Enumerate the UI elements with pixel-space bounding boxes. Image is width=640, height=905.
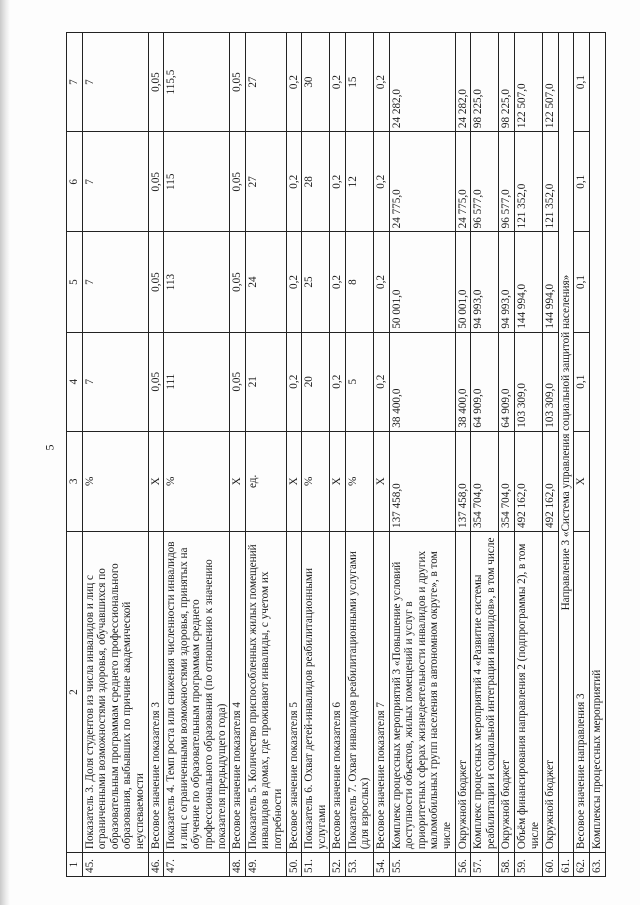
row-number: 49. (245, 853, 286, 877)
row-number: 59. (515, 853, 543, 877)
row-value: 98 225,0 (499, 33, 515, 132)
row-value: 0,2 (286, 33, 302, 132)
row-number: 52. (330, 853, 346, 877)
scan-edge-shadow (0, 0, 10, 905)
row-number: 63. (589, 853, 605, 877)
page-number: 5 (42, 444, 57, 451)
row-name: Показатель 5. Количество приспособленных жилых помещений инвалидов в домах, где проживают инвалиды, с учетом их потребности (245, 532, 286, 853)
row-number: 57. (471, 853, 499, 877)
row-value: 0,05 (230, 232, 246, 332)
row-value: 0,2 (286, 232, 302, 332)
row-value: 0,05 (148, 132, 164, 232)
row-number: 60. (543, 853, 559, 877)
row-value: 0,2 (330, 33, 346, 132)
row-number: 55. (389, 853, 455, 877)
table-row (245, 33, 286, 877)
header-cell: 1 (67, 853, 83, 877)
row-value: 115 (164, 132, 230, 232)
section-title: Направление 3 «Система управления социальной защитой населения» (558, 33, 574, 853)
row-number: 45. (82, 853, 148, 877)
row-value: 0,2 (286, 132, 302, 232)
table-row (374, 33, 390, 877)
row-value: 115,5 (164, 33, 230, 132)
row-name: Весовое значение показателя 5 (286, 532, 302, 853)
row-number: 58. (499, 853, 515, 877)
header-cell: 4 (67, 332, 83, 431)
row-value: 0,05 (148, 33, 164, 132)
row-unit: Х (148, 431, 164, 531)
row-name: Комплекс процессных мероприятий 4 «Развитие системы реабилитации и социальной интеграции инвалидов», в том числе (471, 532, 499, 853)
row-name: Весовое значение направления 3 (574, 532, 590, 853)
row-unit: 354 704,0 (499, 431, 515, 531)
row-unit: Х (230, 431, 246, 531)
row-value: 0,2 (374, 232, 390, 332)
row-value: 96 577,0 (499, 132, 515, 232)
row-value: 96 577,0 (471, 132, 499, 232)
table-row (230, 33, 246, 877)
row-name: Показатель 3. Доля студентов из числа инвалидов и лиц с ограниченными возможностями здоровья, обучавшихся по образовательным программам среднего профессионального образования, выбывших по причине академической неуспеваемости (82, 532, 148, 853)
row-value: 24 (245, 232, 286, 332)
row-number: 61. (558, 853, 574, 877)
table-row (302, 33, 330, 877)
table-row (389, 33, 455, 877)
row-value: 144 994,0 (515, 232, 543, 332)
header-cell: 2 (67, 532, 83, 853)
row-value: 103 309,0 (543, 332, 559, 431)
row-value: 38 400,0 (455, 332, 471, 431)
row-name: Весовое значение показателя 4 (230, 532, 246, 853)
row-value: 0,2 (374, 332, 390, 431)
row-value: 7 (82, 132, 148, 232)
row-unit: 137 458,0 (455, 431, 471, 531)
table-row (330, 33, 346, 877)
row-unit: % (302, 431, 330, 531)
row-value: 50 001,0 (389, 232, 455, 332)
row-number: 62. (574, 853, 590, 877)
row-value: 7 (82, 33, 148, 132)
row-value: 0,05 (148, 332, 164, 431)
row-value: 111 (164, 332, 230, 431)
row-value: 0,2 (330, 232, 346, 332)
row-value: 0,05 (148, 232, 164, 332)
row-number: 50. (286, 853, 302, 877)
row-value: 144 994,0 (543, 232, 559, 332)
row-value: 38 400,0 (389, 332, 455, 431)
row-value: 64 909,0 (471, 332, 499, 431)
row-value: 0,1 (574, 33, 590, 132)
row-value: 8 (345, 232, 373, 332)
section-row (558, 33, 574, 877)
row-value: 7 (82, 232, 148, 332)
row-value: 25 (302, 232, 330, 332)
row-value: 0,05 (230, 33, 246, 132)
row-value: 0,2 (374, 132, 390, 232)
header-cell: 6 (67, 132, 83, 232)
row-value: 0,1 (574, 132, 590, 232)
row-value: 12 (345, 132, 373, 232)
row-number: 54. (374, 853, 390, 877)
row-value: 94 993,0 (499, 232, 515, 332)
row-value: 21 (245, 332, 286, 431)
row-value: 113 (164, 232, 230, 332)
row-value: 0,2 (374, 33, 390, 132)
row-number: 48. (230, 853, 246, 877)
header-cell: 3 (67, 431, 83, 531)
row-unit: Х (286, 431, 302, 531)
row-value: 24 282,0 (389, 33, 455, 132)
row-unit: 354 704,0 (471, 431, 499, 531)
row-value: 0,2 (330, 132, 346, 232)
row-value: 20 (302, 332, 330, 431)
row-name: Показатель 4. Темп роста или снижения численности инвалидов и лиц с ограниченными возможностями здоровья, принятых на обучение по образовательным программам среднего профессионального образования (по отношению к значению показателя предыдущего года) (164, 532, 230, 853)
row-value: 24 775,0 (389, 132, 455, 232)
row-unit: Х (330, 431, 346, 531)
row-name: Показатель 6. Охват детей-инвалидов реабилитационными услугами (302, 532, 330, 853)
row-name: Окружной бюджет (499, 532, 515, 853)
row-unit: 492 162,0 (515, 431, 543, 531)
row-name: Весовое значение показателя 6 (330, 532, 346, 853)
row-value: 0,1 (574, 232, 590, 332)
row-value: 0,1 (574, 332, 590, 431)
row-value: 64 909,0 (499, 332, 515, 431)
row-value: 0,2 (330, 332, 346, 431)
row-value: 5 (345, 332, 373, 431)
table-header-row (67, 33, 83, 877)
row-name: Окружной бюджет (455, 532, 471, 853)
table-row (515, 33, 543, 877)
table-row (471, 33, 499, 877)
row-value: 0,05 (230, 132, 246, 232)
row-name: Весовое значение показателя 3 (148, 532, 164, 853)
row-value: 15 (345, 33, 373, 132)
row-number: 56. (455, 853, 471, 877)
section-title: Комплексы процессных мероприятий (589, 33, 605, 853)
row-value: 27 (245, 33, 286, 132)
row-value: 50 001,0 (455, 232, 471, 332)
table-row (82, 33, 148, 877)
program-indicators-table (66, 32, 606, 877)
row-name: Комплекс процессных мероприятий 3 «Повышение условий доступности объектов, жилых помещений и услуг в приоритетных сферах жизнедеятельности инвалидов и других маломобильных групп населения в автономном округе», в том числе (389, 532, 455, 853)
row-unit: % (82, 431, 148, 531)
section-row (589, 33, 605, 877)
row-value: 30 (302, 33, 330, 132)
table-row (574, 33, 590, 877)
row-number: 47. (164, 853, 230, 877)
row-unit: Х (374, 431, 390, 531)
row-value: 28 (302, 132, 330, 232)
row-number: 51. (302, 853, 330, 877)
row-name: Весовое значение показателя 7 (374, 532, 390, 853)
row-value: 94 993,0 (471, 232, 499, 332)
row-value: 0,2 (286, 332, 302, 431)
row-name: Окружной бюджет (543, 532, 559, 853)
row-value: 121 352,0 (543, 132, 559, 232)
row-number: 53. (345, 853, 373, 877)
table-row (148, 33, 164, 877)
row-unit: % (345, 431, 373, 531)
table-row (286, 33, 302, 877)
row-unit: ед. (245, 431, 286, 531)
header-cell: 7 (67, 33, 83, 132)
row-value: 24 775,0 (455, 132, 471, 232)
table-row (164, 33, 230, 877)
row-unit: 137 458,0 (389, 431, 455, 531)
row-value: 24 282,0 (455, 33, 471, 132)
header-cell: 5 (67, 232, 83, 332)
document-sheet (66, 32, 606, 877)
row-value: 121 352,0 (515, 132, 543, 232)
row-value: 103 309,0 (515, 332, 543, 431)
row-unit: 492 162,0 (543, 431, 559, 531)
table-row (455, 33, 471, 877)
row-name: Показатель 7. Охват инвалидов реабилитационными услугами (для взрослых) (345, 532, 373, 853)
row-number: 46. (148, 853, 164, 877)
row-unit: Х (574, 431, 590, 531)
row-value: 0,05 (230, 332, 246, 431)
table-row (499, 33, 515, 877)
row-value: 27 (245, 132, 286, 232)
row-value: 122 507,0 (515, 33, 543, 132)
row-value: 98 225,0 (471, 33, 499, 132)
row-unit: % (164, 431, 230, 531)
table-row (345, 33, 373, 877)
table-row (543, 33, 559, 877)
row-name: Объём финансирования направления 2 (подпрограммы 2), в том числе (515, 532, 543, 853)
row-value: 7 (82, 332, 148, 431)
row-value: 122 507,0 (543, 33, 559, 132)
